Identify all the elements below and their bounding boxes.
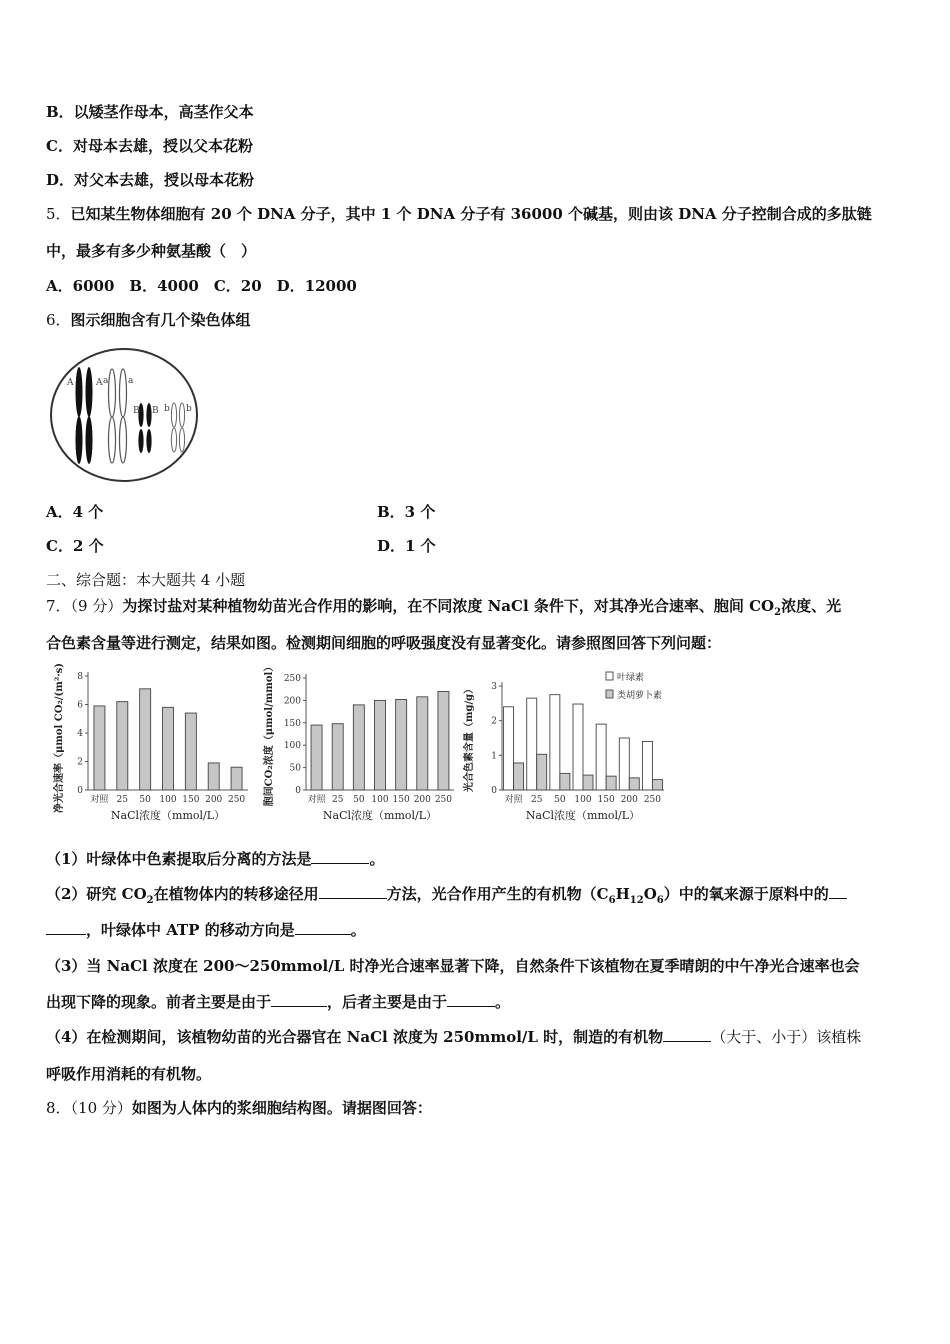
q6-text: 图示细胞含有几个染色体组: [70, 311, 251, 329]
svg-text:对照: 对照: [90, 795, 109, 805]
q6-number: 6．: [46, 311, 71, 329]
q7-sub2-text: （2）研究 CO: [46, 885, 147, 903]
q7-sub3-line1: （3）当 NaCl 浓度在 200～250mmol/L 时净光合速率显著下降，自然条件下该植物在夏季晴朗的中午净光合速率也会: [46, 957, 860, 975]
svg-text:1: 1: [491, 751, 497, 762]
q7-text-cont: 浓度、光: [781, 597, 842, 615]
q5-stem-line1: [46, 204, 872, 224]
q7-sub2: （2）研究 $CO_2$在植物体内的转移途径用 方法，光合作用产生的有机物$(C_6H_{12}O_6)$中的氧来源于原料中的: [46, 884, 847, 911]
q7-sub2-text-c: 方法，光合作用产生的有机物（C: [386, 885, 609, 903]
period: 。: [350, 921, 366, 939]
svg-text:3: 3: [491, 682, 497, 692]
net-photosynthesis-chart: [48, 664, 258, 834]
svg-text:25: 25: [116, 795, 129, 805]
svg-text:250: 250: [227, 795, 246, 805]
q4-option-c: C．对母本去雄，授以父本花粉: [46, 137, 253, 155]
pigment-content-chart: [458, 664, 670, 834]
q4-option-d: D．对父本去雄，授以母本花粉: [46, 171, 255, 189]
q7-sub3-line2: [46, 992, 510, 1012]
svg-text:B: B: [133, 406, 140, 416]
q6-option-c: C．2 个: [46, 537, 104, 555]
svg-text:150: 150: [182, 795, 200, 805]
svg-text:250: 250: [643, 795, 662, 805]
q7-sub4-line2: 呼吸作用消耗的有机物。: [46, 1065, 212, 1083]
answer-blank[interactable]: [829, 884, 847, 899]
svg-text:胞间CO₂浓度（μmol/mmol）: 胞间CO₂浓度（μmol/mmol）: [264, 664, 275, 807]
svg-text:250: 250: [434, 795, 453, 805]
q5-number: 5．: [46, 205, 71, 223]
svg-text:光合色素含量（mg/g）: 光合色素含量（mg/g）: [464, 683, 475, 793]
section-title: 二、综合题：本大题共 4 小题: [46, 571, 246, 589]
svg-text:a: a: [128, 376, 134, 386]
svg-text:25: 25: [530, 795, 543, 805]
q6-option-b: B．3 个: [377, 503, 436, 521]
svg-text:A: A: [67, 378, 74, 388]
q5-text: 已知某生物体细胞有 20 个 DNA 分子，其中 1 个 DNA 分子有 36000 个碱基，则由该 DNA 分子控制合成的多肽链: [70, 205, 872, 223]
answer-blank[interactable]: [319, 884, 387, 899]
answer-blank[interactable]: [46, 920, 86, 935]
svg-text:200: 200: [620, 795, 638, 805]
chromosome-b-icon: [171, 403, 184, 452]
svg-text:8: 8: [77, 672, 83, 682]
svg-text:0: 0: [77, 786, 83, 796]
q7-stem-line2: 合色素含量等进行测定，结果如图。检测期间细胞的呼吸强度没有显著变化。请参照图回答下列问题：: [46, 634, 722, 652]
q7-sub4-line1: [46, 1027, 861, 1047]
svg-text:叶绿素: 叶绿素: [617, 673, 645, 683]
q7-sub4-text: （4）在检测期间，该植物幼苗的光合器官在 NaCl 浓度为 250mmol/L 时，制造的有机物: [46, 1028, 664, 1046]
svg-text:A: A: [96, 378, 103, 388]
svg-text:B: B: [152, 406, 159, 416]
q8-text: 如图为人体内的浆细胞结构图。请据图回答：: [131, 1099, 432, 1117]
svg-text:b: b: [164, 404, 170, 414]
svg-text:150: 150: [597, 795, 615, 805]
svg-text:NaCl浓度（mmol/L）: NaCl浓度（mmol/L）: [525, 809, 641, 822]
svg-text:对照: 对照: [504, 795, 523, 805]
q7-sub2-text-d: H: [615, 885, 630, 903]
q8-stem: [46, 1098, 432, 1118]
q7-stem-line1: 7．（9 分）为探讨盐对某种植物幼苗光合作用的影响，在不同浓度 NaCl 条件下，对其净光合速率、胞间 $CO_2$浓度、光: [46, 597, 842, 618]
svg-text:2: 2: [77, 757, 83, 768]
chromosome-B-icon: [138, 403, 151, 453]
q7-sub1: [46, 849, 384, 869]
svg-text:NaCl浓度（mmol/L）: NaCl浓度（mmol/L）: [322, 809, 438, 822]
svg-text:100: 100: [159, 795, 177, 805]
q8-score: （10 分）: [70, 1099, 132, 1117]
svg-text:50: 50: [353, 795, 365, 805]
svg-text:0: 0: [295, 786, 301, 796]
q7-sub2-text-f: ）中的氧来源于原料中的: [663, 885, 829, 903]
period: 。: [495, 993, 511, 1011]
svg-text:0: 0: [491, 786, 497, 796]
q7-sub2-text-b: 在植物体内的转移途径用: [153, 885, 319, 903]
svg-text:50: 50: [139, 795, 151, 805]
answer-blank[interactable]: [447, 992, 495, 1007]
q6-stem: [46, 310, 251, 330]
q5-options: A．6000 B．4000 C．20 D．12000: [46, 277, 357, 295]
svg-text:200: 200: [413, 795, 431, 805]
q7-sub4-text-b: （大于、小于）该植株: [711, 1028, 862, 1046]
svg-text:50: 50: [554, 795, 566, 805]
q6-option-a: A．4 个: [46, 503, 104, 521]
chromosome-a-icon: [109, 369, 127, 463]
q7-sub2-cont: [46, 920, 366, 940]
q7-sub3-text: 出现下降的现象。前者主要是由于: [46, 993, 272, 1011]
svg-text:150: 150: [283, 718, 301, 729]
q7-sub2-text-g: ，叶绿体中 ATP 的移动方向是: [86, 921, 295, 939]
intercellular-co2-chart: [258, 664, 458, 834]
svg-text:2: 2: [491, 716, 497, 727]
q8-number: 8．: [46, 1099, 71, 1117]
svg-text:类胡萝卜素: 类胡萝卜素: [617, 691, 663, 701]
q7-sub3-text-c: ，后者主要是由于: [327, 993, 448, 1011]
svg-text:净光合速率（μmol CO₂/(m²·s)）: 净光合速率（μmol CO₂/(m²·s)）: [54, 664, 65, 814]
chromosome-A-icon: [76, 367, 93, 464]
chromosome-cell-figure: [48, 345, 200, 485]
q4-option-b: B．以矮茎作母本，高茎作父本: [46, 103, 254, 121]
q6-option-d: D．1 个: [377, 537, 436, 555]
svg-text:100: 100: [283, 741, 301, 752]
svg-text:100: 100: [574, 795, 592, 805]
svg-text:250: 250: [283, 674, 301, 684]
svg-text:对照: 对照: [307, 795, 326, 805]
svg-text:4: 4: [77, 729, 83, 739]
answer-blank[interactable]: [271, 992, 327, 1007]
q7-sub1-text: （1）叶绿体中色素提取后分离的方法是: [46, 850, 312, 868]
svg-text:100: 100: [371, 795, 389, 805]
period: 。: [369, 850, 385, 868]
q7-text: 为探讨盐对某种植物幼苗光合作用的影响，在不同浓度 NaCl 条件下，对其净光合速率、胞间 CO: [122, 597, 775, 615]
answer-blank[interactable]: [295, 920, 351, 935]
svg-text:25: 25: [331, 795, 344, 805]
answer-blank[interactable]: [663, 1027, 711, 1042]
q5-stem-line2: 中，最多有多少种氨基酸（ ）: [46, 242, 257, 260]
svg-text:b: b: [186, 404, 192, 414]
svg-text:200: 200: [205, 795, 223, 805]
svg-text:6: 6: [77, 700, 83, 711]
q7-score: （9 分）: [70, 597, 123, 615]
svg-text:a: a: [103, 376, 109, 386]
svg-text:150: 150: [392, 795, 410, 805]
q7-sub2-text-e: O: [643, 885, 657, 903]
svg-text:NaCl浓度（mmol/L）: NaCl浓度（mmol/L）: [110, 809, 226, 822]
q7-number: 7．: [46, 597, 71, 615]
svg-text:200: 200: [283, 696, 301, 707]
answer-blank[interactable]: [311, 849, 369, 864]
svg-text:50: 50: [289, 763, 301, 774]
